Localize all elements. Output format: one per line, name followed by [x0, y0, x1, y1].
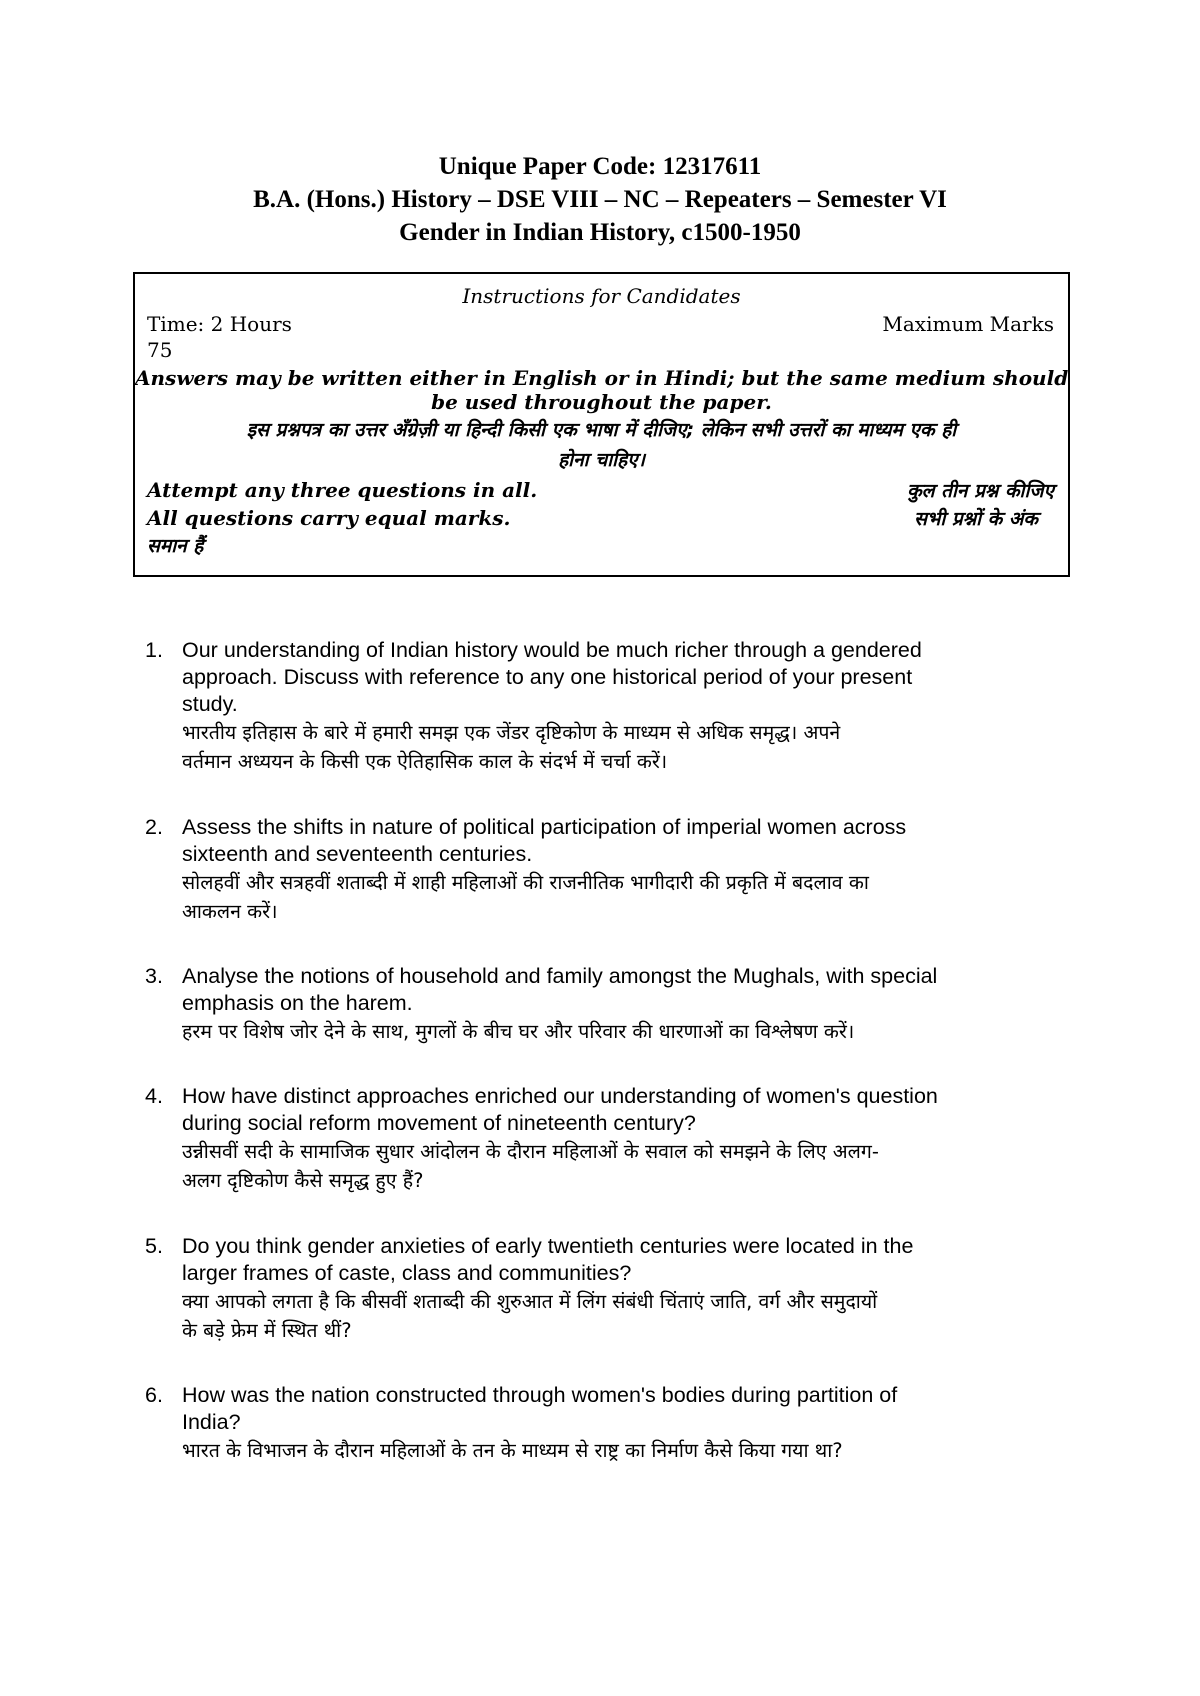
- question-text-en: during social reform movement of nineteenth century?: [182, 1111, 696, 1135]
- question-text-en: How have distinct approaches enriched our understanding of women's question: [182, 1084, 938, 1108]
- question-text-hi: हरम पर विशेष जोर देने के साथ, मुगलों के बीच घर और परिवार की धारणाओं का विश्लेषण करें।: [182, 1020, 855, 1043]
- medium-note-en-2: be used throughout the paper.: [431, 390, 772, 414]
- question-text-hi: वर्तमान अध्ययन के किसी एक ऐतिहासिक काल के संदर्भ में चर्चा करें।: [182, 750, 668, 773]
- question-text-en: Analyse the notions of household and family amongst the Mughals, with special: [182, 964, 938, 988]
- equal-marks-hi-1: सभी प्रश्नों के अंक: [914, 508, 1038, 530]
- question-text-en: study.: [182, 692, 238, 716]
- question-number: 4.: [145, 1084, 163, 1108]
- question-number: 1.: [145, 638, 163, 662]
- max-marks-label: Maximum Marks: [882, 312, 1054, 336]
- question-text-hi: अलग दृष्टिकोण कैसे समृद्ध हुए हैं?: [182, 1169, 424, 1192]
- medium-note-hi-1: इस प्रश्नपत्र का उत्तर अँग्रेज़ी या हिन्दी किसी एक भाषा में दीजिए; लेकिन सभी उत्तरों का माध्यम एक ही: [246, 419, 957, 441]
- question-text-hi: क्या आपको लगता है कि बीसवीं शताब्दी की शुरुआत में लिंग संबंधी चिंताएं जाति, वर्ग और समुदायों: [182, 1290, 878, 1313]
- max-marks-value: 75: [147, 338, 173, 362]
- question-text-en: emphasis on the harem.: [182, 991, 413, 1015]
- question-text-en: How was the nation constructed through women's bodies during partition of: [182, 1383, 898, 1407]
- question-text-hi: भारतीय इतिहास के बारे में हमारी समझ एक जेंडर दृष्टिकोण के माध्यम से अधिक समृद्ध। अपने: [182, 721, 841, 744]
- paper-code: Unique Paper Code: 12317611: [438, 153, 762, 180]
- paper-header: [0, 150, 1200, 249]
- question-text-hi: आकलन करें।: [182, 900, 278, 923]
- question-text-en: Our understanding of Indian history would be much richer through a gendered: [182, 638, 922, 662]
- question-text-en: sixteenth and seventeenth centuries.: [182, 842, 533, 866]
- question-text-en: approach. Discuss with reference to any one historical period of your present: [182, 665, 913, 689]
- question-number: 3.: [145, 964, 163, 988]
- equal-marks-en: All questions carry equal marks.: [147, 506, 511, 530]
- question-number: 2.: [145, 815, 163, 839]
- instructions-box: [133, 272, 1070, 577]
- time-allowed: Time: 2 Hours: [147, 312, 292, 336]
- medium-note-en-1: Answers may be written either in English or in Hindi; but the same medium should: [135, 366, 1069, 390]
- question-number: 5.: [145, 1234, 163, 1258]
- question-text-en: larger frames of caste, class and communities?: [182, 1261, 632, 1285]
- question-text-hi: उन्नीसवीं सदी के सामाजिक सुधार आंदोलन के दौरान महिलाओं के सवाल को समझने के लिए अलग-: [182, 1140, 879, 1163]
- course-title: B.A. (Hons.) History – DSE VIII – NC – Repeaters – Semester VI: [253, 186, 947, 213]
- question-text-en: India?: [182, 1410, 241, 1434]
- question-text-en: Do you think gender anxieties of early twentieth centuries were located in the: [182, 1234, 914, 1258]
- question-text-hi: भारत के विभाजन के दौरान महिलाओं के तन के माध्यम से राष्ट्र का निर्माण कैसे किया गया था?: [182, 1439, 843, 1462]
- medium-note-hi-2: होना चाहिए।: [558, 449, 645, 471]
- question-text-hi: सोलहवीं और सत्रहवीं शताब्दी में शाही महिलाओं की राजनीतिक भागीदारी की प्रकृति में बदलाव का: [182, 871, 869, 894]
- equal-marks-hi-2: समान हैं: [147, 535, 204, 557]
- instructions-heading: Instructions for Candidates: [462, 284, 741, 308]
- question-text-en: Assess the shifts in nature of political participation of imperial women across: [182, 815, 907, 839]
- paper-title: Gender in Indian History, c1500-1950: [399, 219, 801, 246]
- attempt-note-en: Attempt any three questions in all.: [147, 478, 538, 502]
- attempt-note-hi: कुल तीन प्रश्न कीजिए: [907, 480, 1054, 502]
- question-text-hi: के बड़े फ्रेम में स्थित थीं?: [182, 1319, 352, 1342]
- question-number: 6.: [145, 1383, 163, 1407]
